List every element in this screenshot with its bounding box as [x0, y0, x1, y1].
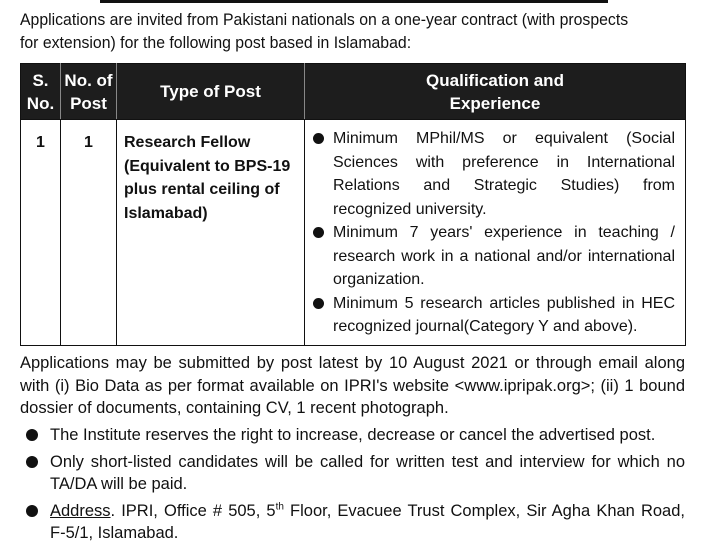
address-superscript: th — [275, 501, 284, 512]
list-item: The Institute reserves the right to increase, decrease or cancel the advertised post. — [20, 424, 685, 447]
qualification-list — [313, 127, 675, 339]
address-label: Address — [50, 501, 111, 520]
address-text-start: . IPRI, Office # 505, 5 — [110, 501, 276, 520]
list-item: Minimum MPhil/MS or equivalent (Social Sciences with preference in International Relations and Strategic Studies) from recognized university. — [313, 127, 675, 221]
bullet-icon — [313, 227, 324, 238]
top-rule — [100, 0, 608, 3]
header-type-of-post: Type of Post — [117, 64, 305, 120]
bullet-icon — [26, 505, 38, 517]
bullet-icon — [313, 133, 324, 144]
row-sno: 1 — [21, 120, 61, 346]
address-text-end: Floor, Evacuee Trust Complex, Sir Agha Khan Road, F-5/1, Islamabad. — [50, 501, 685, 542]
address-item — [20, 500, 685, 545]
header-qualification: Qualification and Experience — [305, 64, 686, 120]
row-post-type: Research Fellow (Equivalent to BPS-19 plus rental ceiling of Islamabad) — [117, 120, 305, 346]
posts-table — [20, 63, 686, 346]
row-qualifications — [305, 120, 686, 346]
bullet-icon — [313, 298, 324, 309]
list-item: Minimum 5 research articles published in HEC recognized journal(Category Y and above). — [313, 292, 675, 339]
notes-list — [20, 424, 685, 549]
table-header-row — [21, 64, 686, 120]
bullet-icon — [26, 429, 38, 441]
application-instructions: Applications may be submitted by post latest by 10 August 2021 or through email along with (i) Bio Data as per format available on IPRI's website <www.ipripak.org>; (ii) 1 bound dossier of documents, containing CV, 1 recent photograph. — [20, 354, 685, 417]
list-item: Only short-listed candidates will be called for written test and interview for which no TA/DA will be paid. — [20, 451, 685, 496]
header-num-posts: No. of Post — [61, 64, 117, 120]
header-sno: S. No. — [21, 64, 61, 120]
bullet-icon — [26, 456, 38, 468]
table-row — [21, 120, 686, 346]
intro-text: Applications are invited from Pakistani nationals on a one-year contract (with prospects for extension) for the following post based in Islamabad: — [20, 10, 629, 52]
list-item: Minimum 7 years' experience in teaching / research work in a national and/or international organization. — [313, 221, 675, 292]
row-num-posts: 1 — [61, 120, 117, 346]
